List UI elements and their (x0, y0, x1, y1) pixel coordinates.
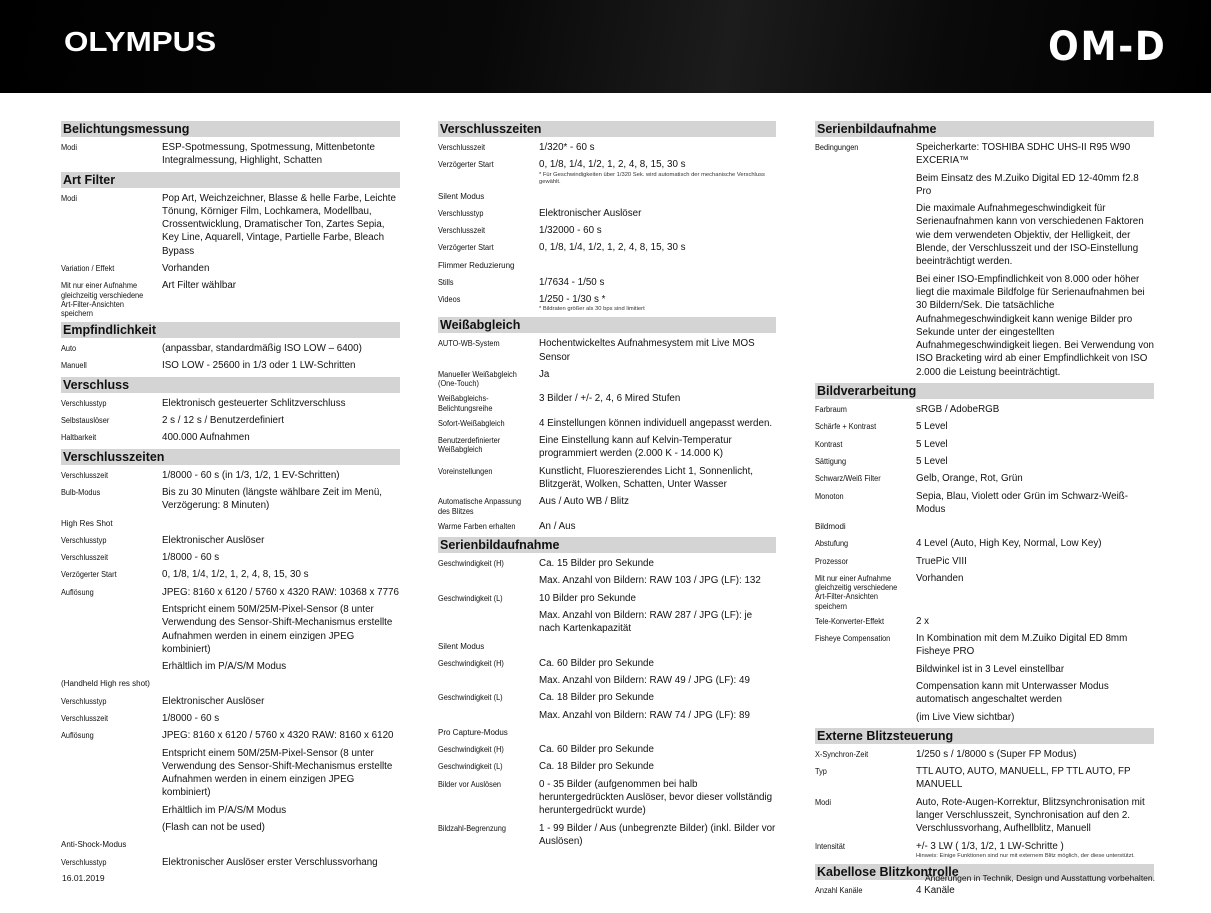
spec-value (162, 431, 400, 444)
spec-value-line: Ca. 18 Bilder pro Sekunde (539, 692, 654, 704)
spec-value-line: Elektronisch gesteuerter Schlitzverschluss (162, 397, 346, 409)
spec-value-line: Elektronischer Auslöser (539, 207, 642, 219)
spec-row (61, 279, 400, 318)
spec-row (815, 632, 1154, 724)
spec-value (916, 438, 1154, 451)
spec-value-line: 5 Level (916, 438, 948, 450)
spec-row (61, 469, 400, 482)
spec-row (61, 342, 400, 355)
spec-value (162, 534, 400, 547)
spec-value-line: 0, 1/8, 1/4, 1/2, 1, 2, 4, 8, 15, 30 s (539, 242, 686, 254)
spec-label: Verschlusstyp (438, 208, 484, 218)
spec-value (539, 276, 776, 289)
subsection-label: Bildmodi (815, 522, 846, 532)
subsection-label: Flimmer Reduzierung (438, 260, 515, 270)
spec-label: Intensität (815, 841, 845, 851)
spec-label: Mit nur einer Aufnahme gleichzeitig verschiedene Art-Filter-Ansichten speichern (61, 281, 144, 318)
spec-label: Verschlusstyp (61, 857, 107, 867)
section-header: Art Filter (61, 172, 400, 188)
spec-label: Benutzerdefinierter Weißabgleich (438, 436, 501, 455)
spec-value-line: 1/8000 - 60 s (162, 712, 220, 724)
spec-value (539, 743, 776, 756)
spec-value (539, 557, 776, 588)
spec-row (438, 657, 776, 688)
spec-value-line: 2 x (916, 615, 930, 627)
subsection-label: Anti-Shock-Modus (61, 840, 127, 850)
spec-value (162, 712, 400, 725)
spec-label: Verschlusszeit (438, 226, 486, 236)
spec-value (916, 840, 1154, 860)
spec-row (61, 431, 400, 444)
spec-value-line: Elektronischer Auslöser (162, 534, 265, 546)
spec-value (162, 279, 400, 292)
spec-label: Geschwindigkeit (L) (438, 762, 503, 772)
spec-value-line: 4 Level (Auto, High Key, Normal, Low Key) (916, 538, 1102, 550)
spec-value-line: Bildwinkel ist in 3 Level einstellbar (916, 663, 1065, 675)
spec-value (162, 359, 400, 372)
spec-value-line: 1/250 - 1/30 s * (539, 294, 606, 306)
subsection-label: Silent Modus (438, 641, 485, 651)
spec-label: Auflösung (61, 731, 94, 741)
spec-value-line: Max. Anzahl von Bildern: RAW 287 / JPG (LF): je nach Kartenkapazität (539, 609, 753, 635)
spec-value-line: 1/320* - 60 s (539, 142, 595, 153)
spec-row (61, 534, 400, 547)
spec-row (815, 455, 1154, 468)
spec-row (438, 743, 776, 756)
spec-footnote: * Bildraten größer als 30 bps sind limitiert (539, 306, 645, 313)
spec-value (916, 472, 1154, 485)
spec-value-line: 1/7634 - 1/50 s (539, 276, 605, 288)
spec-label: Tele-Konverter-Effekt (815, 616, 884, 626)
spec-row (815, 572, 1154, 611)
spec-label: Sofort-Weißabgleich (438, 418, 505, 428)
section-header: Empfindlichkeit (61, 322, 400, 338)
spec-row (815, 403, 1154, 416)
spec-row (61, 586, 400, 674)
spec-value (162, 586, 400, 674)
spec-row (815, 472, 1154, 485)
spec-value-line: Speicherkarte: TOSHIBA SDHC UHS-II R95 W90 EXCERIA™ (916, 142, 1131, 167)
spec-value-line: 10 Bilder pro Sekunde (539, 592, 636, 604)
spec-value (916, 420, 1154, 433)
spec-row (61, 414, 400, 427)
spec-label: Abstufung (815, 539, 849, 549)
spec-value (539, 520, 776, 533)
spec-value-line: (anpassbar, standardmäßig ISO LOW – 6400) (162, 343, 362, 355)
spec-label: Typ (815, 767, 827, 777)
section-header: Verschlusszeiten (438, 121, 776, 137)
spec-value-line: Beim Einsatz des M.Zuiko Digital ED 12-40mm f2.8 Pro (916, 172, 1139, 197)
spec-label: Modi (61, 193, 77, 203)
spec-value (162, 262, 400, 275)
spec-value-line: 0, 1/8, 1/4, 1/2, 1, 2, 4, 8, 15, 30 s (539, 159, 686, 171)
subsection-label: (Handheld High res shot) (61, 679, 150, 689)
spec-value (539, 241, 776, 254)
spec-value (539, 224, 776, 237)
spec-value (539, 417, 776, 430)
spec-label: Verschlusszeit (61, 553, 109, 563)
spec-value (916, 403, 1154, 416)
spec-value-line: +/- 3 LW ( 1/3, 1/2, 1 LW-Schritte ) (916, 840, 1064, 852)
spec-label: Verschlusszeit (61, 713, 109, 723)
spec-value (539, 760, 776, 773)
spec-label: Monoton (815, 491, 844, 501)
spec-row (438, 557, 776, 588)
spec-label: Fisheye Compensation (815, 634, 891, 644)
spec-value-line: Bei einer ISO-Empfindlichkeit von 8.000 oder höher liegt die maximale Bildfolge für Serienaufnahmen bei 30 Bildern/Sek. Die tatsächliche Aufnahmegeschwindigkeit kann wenige Bilder pro Sekunde unter der eingestellten Aufnahmegeschwindigkeit liegen. Bei Verwendung von ISO Bracketing wird ab einer Empfindlichkeit von ISO 2.000 die Leistung beeinträchtigt. (916, 273, 1155, 378)
spec-value (916, 455, 1154, 468)
spec-value (539, 392, 776, 405)
spec-row (438, 337, 776, 364)
spec-row (61, 856, 400, 869)
section-header: Verschlusszeiten (61, 449, 400, 465)
spec-value-line: Ca. 18 Bilder pro Sekunde (539, 761, 654, 773)
spec-label: Verschlusstyp (61, 535, 107, 545)
spec-row (438, 434, 776, 461)
spec-row (438, 141, 776, 154)
spec-value-line: Ca. 15 Bilder pro Sekunde (539, 558, 654, 570)
spec-row (815, 765, 1154, 792)
spec-row (61, 568, 400, 581)
spec-row (61, 729, 400, 834)
spec-value-line: Max. Anzahl von Bildern: RAW 74 / JPG (LF): 89 (539, 709, 750, 721)
spec-value-line: ESP-Spotmessung, Spotmessung, Mittenbetonte Integralmessung, Highlight, Schatten (162, 142, 375, 167)
spec-value-line: ISO LOW - 25600 in 1/3 oder 1 LW-Schritten (162, 360, 356, 372)
spec-row (61, 192, 400, 258)
spec-row (438, 760, 776, 773)
spec-value-line: Hochentwickeltes Aufnahmesystem mit Live MOS Sensor (539, 338, 755, 363)
section-header: Serienbildaufnahme (815, 121, 1154, 137)
spec-value (162, 141, 400, 168)
subsection-label: Silent Modus (438, 191, 485, 201)
spec-value-line: Gelb, Orange, Rot, Grün (916, 473, 1023, 485)
spec-label: Farbraum (815, 405, 847, 415)
spec-label: Verzögerter Start (438, 160, 494, 170)
spec-value-line: (Flash can not be used) (162, 822, 265, 834)
olympus-logo: OLYMPUS (64, 26, 217, 57)
spec-row (438, 241, 776, 254)
spec-row (815, 748, 1154, 761)
spec-value-line: 5 Level (916, 421, 948, 433)
spec-row (438, 417, 776, 430)
spec-value-line: Max. Anzahl von Bildern: RAW 49 / JPG (LF): 49 (539, 675, 750, 687)
spec-label: X-Synchron-Zeit (815, 749, 869, 759)
spec-value (162, 397, 400, 410)
spec-label: Auflösung (61, 587, 94, 597)
spec-value-line: Entspricht einem 50M/25M-Pixel-Sensor (8 unter Verwendung des Sensor-Shift-Mechanismus erstellte Aufnahmen werden in einem einzigen JPEG kombiniert) (162, 747, 393, 799)
spec-row (815, 141, 1154, 379)
spec-value (916, 555, 1154, 568)
spec-value-line: Auto, Rote-Augen-Korrektur, Blitzsynchronisation mit langer Verschlusszeit, Synchronisation auf den 2. Verschlussvorhang, Aufhellblitz, Manuell (916, 796, 1145, 835)
spec-value-line: 0, 1/8, 1/4, 1/2, 1, 2, 4, 8, 15, 30 s (162, 569, 309, 581)
spec-value-line: TruePic VIII (916, 555, 967, 567)
section-header: Bildverarbeitung (815, 383, 1154, 399)
spec-row (438, 368, 776, 388)
spec-row (61, 141, 400, 168)
footer-disclaimer: Änderungen in Technik, Design und Ausstattung vorbehalten. (925, 873, 1155, 883)
spec-label: Bilder vor Auslösen (438, 779, 502, 789)
spec-footnote: Hinweis: Einige Funktionen sind nur mit externem Blitz möglich, der diese unterstützt. (916, 852, 1135, 859)
spec-row (438, 207, 776, 220)
spec-value (539, 337, 776, 364)
spec-value (539, 368, 776, 381)
spec-row (61, 262, 400, 275)
spec-row (438, 392, 776, 412)
spec-value (539, 141, 776, 154)
spec-value-line: TTL AUTO, AUTO, MANUELL, FP TTL AUTO, FP MANUELL (916, 766, 1131, 791)
spec-value (916, 632, 1154, 724)
spec-value (162, 192, 400, 258)
spec-value (539, 293, 776, 313)
spec-label: Stills (438, 277, 454, 287)
section-header: Externe Blitzsteuerung (815, 728, 1154, 744)
spec-value-line: In Kombination mit dem M.Zuiko Digital ED 8mm Fisheye PRO (916, 633, 1128, 658)
om-d-logo: OM-D (1048, 24, 1167, 70)
spec-value-line: Eine Einstellung kann auf Kelvin-Temperatur programmiert werden (2.000 K - 14.000 K) (539, 435, 732, 460)
spec-value-line: Entspricht einem 50M/25M-Pixel-Sensor (8 unter Verwendung des Sensor-Shift-Mechanismus erstellte Aufnahmen werden in einem einzigen JPEG kombiniert) (162, 603, 393, 655)
spec-value-line: Art Filter wählbar (162, 280, 237, 292)
spec-value-line: Kunstlicht, Fluoreszierendes Licht 1, Sonnenlicht, Blitzgerät, Wolken, Schatten, Unter Wasser (539, 465, 754, 491)
spec-row (61, 359, 400, 372)
header-banner (0, 0, 1211, 93)
spec-column-3 (815, 119, 1154, 901)
spec-value-line: JPEG: 8160 x 6120 / 5760 x 4320 RAW: 8160 x 6120 (162, 730, 394, 742)
spec-label: Mit nur einer Aufnahme gleichzeitig verschiedene Art-Filter-Ansichten speichern (815, 573, 898, 611)
spec-label: Schwarz/Weiß Filter (815, 474, 881, 484)
spec-row (815, 555, 1154, 568)
spec-value-line: 2 s / 12 s / Benutzerdefiniert (162, 415, 284, 427)
spec-value-line: Max. Anzahl von Bildern: RAW 103 / JPG (LF): 132 (539, 575, 761, 587)
spec-value-line: An / Aus (539, 520, 576, 532)
spec-label: Geschwindigkeit (L) (438, 693, 503, 703)
spec-label: Videos (438, 295, 461, 305)
spec-row (61, 551, 400, 564)
spec-row (438, 691, 776, 722)
spec-label: Anzahl Kanäle (815, 885, 863, 895)
spec-value-line: Erhältlich im P/A/S/M Modus (162, 804, 287, 816)
spec-value (162, 695, 400, 708)
spec-value (539, 495, 776, 508)
spec-row (815, 840, 1154, 860)
spec-label: Modi (61, 143, 77, 152)
spec-value (539, 465, 776, 492)
spec-value (539, 778, 776, 818)
spec-row (438, 822, 776, 849)
spec-row (815, 537, 1154, 550)
subsection-label: High Res Shot (61, 518, 113, 528)
spec-label: Verzögerter Start (61, 570, 117, 580)
spec-value (162, 414, 400, 427)
section-header: Weißabgleich (438, 317, 776, 333)
spec-label: Weißabgleichs-Belichtungsreihe (438, 394, 493, 413)
spec-label: Bildzahl-Begrenzung (438, 823, 506, 833)
spec-label: Voreinstellungen (438, 466, 493, 476)
spec-label: Verschlusszeit (61, 470, 109, 480)
spec-label: Sättigung (815, 456, 847, 466)
spec-value (916, 141, 1154, 379)
spec-row (438, 465, 776, 492)
spec-value (916, 615, 1154, 628)
spec-value-line: Vorhanden (162, 263, 210, 275)
spec-label: Geschwindigkeit (H) (438, 559, 504, 569)
spec-value-line: 1/32000 - 60 s (539, 225, 602, 237)
spec-label: Prozessor (815, 556, 849, 566)
spec-value-line: Die maximale Aufnahmegeschwindigkeit für Serienaufnahmen kann von verschiedenen Faktoren wie dem verwendeten Objektiv, der Helligkeit, der Blende, der Verschlusszeit und der ISO-Einstellung beeinträchtigt werden. (916, 203, 1144, 268)
spec-label: Geschwindigkeit (H) (438, 745, 504, 755)
spec-row (438, 778, 776, 818)
spec-label: Manuell (61, 361, 87, 371)
spec-row (61, 695, 400, 708)
spec-value-line: JPEG: 8160 x 6120 / 5760 x 4320 RAW: 10368 x 7776 (162, 586, 399, 598)
spec-value-line: Aus / Auto WB / Blitz (539, 496, 629, 508)
section-header: Serienbildaufnahme (438, 537, 776, 553)
spec-value-line: Ja (539, 369, 550, 381)
spec-label: Haltbarkeit (61, 433, 97, 443)
spec-value-line: 5 Level (916, 455, 948, 467)
spec-value (916, 748, 1154, 761)
spec-value (162, 729, 400, 834)
spec-label: Warme Farben erhalten (438, 521, 516, 531)
spec-value (162, 568, 400, 581)
spec-label: Kontrast (815, 439, 843, 449)
spec-label: Geschwindigkeit (L) (438, 593, 503, 603)
spec-value (539, 158, 776, 185)
spec-value (916, 537, 1154, 550)
spec-row (61, 397, 400, 410)
spec-value-line: 4 Einstellungen können individuell angepasst werden. (539, 417, 773, 429)
spec-row (61, 486, 400, 513)
section-header: Belichtungsmessung (61, 121, 400, 137)
spec-value-line: Sepia, Blau, Violett oder Grün im Schwarz-Weiß-Modus (916, 490, 1128, 515)
spec-value-line: Compensation kann mit Unterwasser Modus automatisch angeschaltet werden (916, 680, 1109, 706)
spec-label: Bedingungen (815, 143, 859, 152)
footer-date: 16.01.2019 (62, 873, 105, 883)
spec-value (539, 207, 776, 220)
spec-value (539, 657, 776, 688)
spec-value-line: 1/250 s / 1/8000 s (Super FP Modus) (916, 748, 1077, 760)
spec-value-line: Ca. 60 Bilder pro Sekunde (539, 744, 654, 756)
spec-value (162, 342, 400, 355)
spec-value (162, 469, 400, 482)
spec-value (916, 765, 1154, 792)
spec-value-line: Vorhanden (916, 572, 964, 584)
spec-value-line: 3 Bilder / +/- 2, 4, 6 Mired Stufen (539, 393, 681, 405)
spec-row (438, 276, 776, 289)
spec-label: Verschlusstyp (61, 398, 107, 408)
spec-row (815, 615, 1154, 628)
spec-label: Variation / Effekt (61, 264, 115, 274)
spec-value-line: 1 - 99 Bilder / Aus (unbegrenzte Bilder) (inkl. Bilder vor Auslösen) (539, 822, 776, 847)
section-header: Verschluss (61, 377, 400, 393)
spec-value (162, 486, 400, 513)
spec-value (916, 490, 1154, 517)
spec-value (916, 572, 1154, 585)
spec-value-line: Erhältlich im P/A/S/M Modus (162, 661, 287, 673)
spec-value (162, 551, 400, 564)
spec-column-1 (61, 119, 400, 873)
spec-value-line: (im Live View sichtbar) (916, 711, 1015, 723)
spec-value (162, 856, 400, 869)
spec-label: Manueller Weißabgleich (One-Touch) (438, 370, 517, 389)
spec-value-line: Elektronischer Auslöser (162, 695, 265, 707)
spec-label: Modi (815, 797, 831, 807)
spec-row (438, 158, 776, 185)
spec-label: Geschwindigkeit (H) (438, 658, 504, 668)
spec-row (815, 420, 1154, 433)
spec-row (438, 520, 776, 533)
spec-value (539, 691, 776, 722)
subsection-label: Pro Capture-Modus (438, 727, 508, 737)
section-header: Kabellose Blitzkontrolle (815, 864, 1154, 880)
spec-row (815, 884, 1154, 897)
spec-value (916, 796, 1154, 836)
spec-row (61, 712, 400, 725)
spec-label: Automatische Anpassung des Blitzes (438, 497, 522, 516)
spec-row (438, 495, 776, 515)
spec-value (539, 434, 776, 461)
spec-label: Verschlusszeit (438, 143, 486, 152)
spec-value-line: 400.000 Aufnahmen (162, 432, 250, 444)
spec-label: Verschlusstyp (61, 696, 107, 706)
spec-value-line: sRGB / AdobeRGB (916, 404, 1000, 416)
spec-label: Verzögerter Start (438, 243, 494, 253)
spec-label: Auto (61, 344, 77, 354)
spec-value-line: Pop Art, Weichzeichner, Blasse & helle Farbe, Leichte Tönung, Körniger Film, Lochkamera, Modellbau, Crossentwicklung, Dramatischer Ton, Zartes Sepia, Key Line, Aquarell, Vintage, Partielle Farbe, Bleach Bypass (162, 192, 396, 257)
spec-row (438, 224, 776, 237)
spec-value (539, 592, 776, 636)
spec-column-2 (438, 119, 776, 852)
spec-label: Selbstauslöser (61, 416, 110, 426)
spec-row (438, 293, 776, 313)
spec-label: AUTO-WB-System (438, 339, 500, 349)
spec-row (815, 490, 1154, 517)
spec-value-line: 0 - 35 Bilder (aufgenommen bei halb heruntergedrückten Auslöser, bevor dieser vollständig heruntergedrückt wurde) (539, 778, 773, 817)
spec-value (539, 822, 776, 849)
spec-row (815, 438, 1154, 451)
spec-value-line: 4 Kanäle (916, 884, 955, 896)
spec-row (438, 592, 776, 636)
spec-value (916, 884, 1154, 897)
spec-label: Bulb-Modus (61, 487, 101, 497)
spec-value-line: Bis zu 30 Minuten (längste wählbare Zeit im Menü, Verzögerung: 8 Minuten) (162, 486, 382, 512)
spec-label: Schärfe + Kontrast (815, 422, 877, 432)
spec-value-line: Ca. 60 Bilder pro Sekunde (539, 657, 654, 669)
spec-row (815, 796, 1154, 836)
spec-value-line: Elektronischer Auslöser erster Verschlussvorhang (162, 856, 378, 868)
spec-value-line: 1/8000 - 60 s (162, 552, 220, 564)
spec-value-line: 1/8000 - 60 s (in 1/3, 1/2, 1 EV-Schritten) (162, 469, 340, 481)
spec-footnote: * Für Geschwindigkeiten über 1/320 Sek. wird automatisch der mechanische Verschluss gewählt. (539, 171, 765, 185)
